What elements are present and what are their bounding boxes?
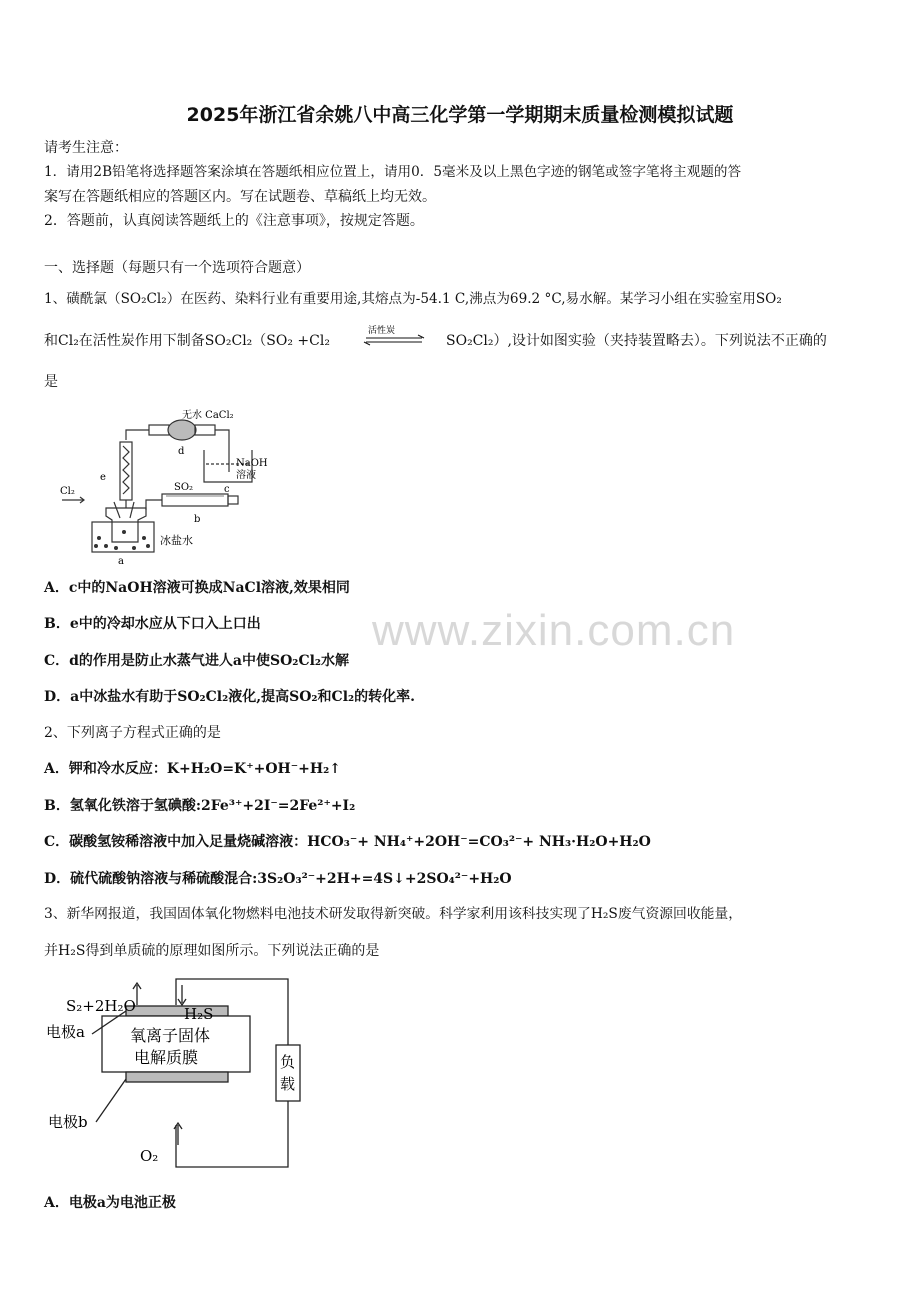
- notice-item-2: 2．答题前，认真阅读答题纸上的《注意事项》，按规定答题。: [44, 213, 424, 229]
- q1-stem-line1: 1、磺酰氯（SO₂Cl₂）在医药、染料行业有重要用途,其熔点为-54.1 C,沸点为69.2 °C,易水解。某学习小组在实验室用SO₂: [44, 291, 782, 307]
- q2-option-d: D．硫代硫酸钠溶液与稀硫酸混合:3S₂O₃²⁻+2H+=4S↓+2SO₄²⁻+H₂O: [44, 871, 512, 887]
- label-b: b: [194, 514, 201, 525]
- notice-item-1a: 1．请用2B铅笔将选择题答案涂填在答题纸相应位置上，请用0．5毫米及以上黑色字迹的钢笔或签字笔将主观题的答: [44, 164, 742, 180]
- q1-option-c: C．d的作用是防止水蒸气进人a中使SO₂Cl₂水解: [44, 653, 350, 669]
- label-membrane-2: 电解质膜: [134, 1048, 199, 1067]
- label-cl2: Cl₂: [60, 486, 75, 497]
- apparatus-diagram: [54, 400, 294, 570]
- reversible-arrow: [362, 323, 442, 353]
- label-d: d: [178, 446, 185, 457]
- q2-option-b: B．氢氧化铁溶于氢碘酸:2Fe³⁺+2I⁻=2Fe²⁺+I₂: [44, 798, 356, 814]
- notice-item-1b: 案写在答题纸相应的答题区内。写在试题卷、草稿纸上均无效。: [44, 189, 436, 205]
- q2-option-a: A．钾和冷水反应：K+H₂O=K⁺+OH⁻+H₂↑: [44, 761, 341, 777]
- label-membrane-1: 氧离子固体: [130, 1026, 211, 1045]
- label-h2s: H₂S: [184, 1005, 214, 1023]
- label-o2: O₂: [140, 1147, 159, 1165]
- q1-stem-line2a: 和Cl₂在活性炭作用下制备SO₂Cl₂（SO₂ +Cl₂: [44, 333, 330, 349]
- label-naoh: NaOH: [236, 458, 268, 469]
- label-e: e: [100, 472, 106, 483]
- label-c: c: [224, 484, 230, 495]
- q3-option-a: A．电极a为电池正极: [44, 1195, 176, 1211]
- q1-option-b: B．e中的冷却水应从下口入上口出: [44, 616, 261, 632]
- q3-stem-line2: 并H₂S得到单质硫的原理如图所示。下列说法正确的是: [44, 943, 380, 959]
- fuel-cell-diagram: [44, 975, 314, 1175]
- q1-option-d: D．a中冰盐水有助于SO₂Cl₂液化,提高SO₂和Cl₂的转化率.: [44, 689, 416, 705]
- label-solution: 溶液: [236, 470, 256, 481]
- q1-stem-line3: 是: [44, 374, 58, 390]
- q3-stem-line1: 3、新华网报道，我国固体氧化物燃料电池技术研发取得新突破。科学家利用该科技实现了H₂S废气资源回收能量，: [44, 906, 743, 922]
- label-s2-2h2o: S₂+2H₂O: [66, 997, 136, 1015]
- label-load-1: 负: [280, 1053, 296, 1071]
- label-ice: 冰盐水: [160, 534, 193, 547]
- q1-option-a: A．c中的NaOH溶液可换成NaCl溶液,效果相同: [44, 580, 350, 596]
- label-cacl2: 无水 CaCl₂: [182, 410, 234, 421]
- label-so2: SO₂: [174, 482, 194, 493]
- q2-stem: 2、下列离子方程式正确的是: [44, 725, 221, 741]
- label-electrode-a: 电极a: [46, 1023, 85, 1041]
- q1-stem-line2b: SO₂Cl₂）,设计如图实验（夹持装置略去）。下列说法不正确的: [446, 333, 827, 349]
- section-heading: 一、选择题（每题只有一个选项符合题意）: [44, 260, 310, 276]
- label-a: a: [118, 556, 124, 567]
- q2-option-c: C．碳酸氢铵稀溶液中加入足量烧碱溶液：HCO₃⁻+ NH₄⁺+2OH⁻=CO₃²⁻+ NH₃·H₂O+H₂O: [44, 834, 651, 850]
- label-load-2: 载: [280, 1075, 296, 1093]
- label-electrode-b: 电极b: [48, 1113, 88, 1131]
- catalyst-label: 活性炭: [368, 326, 396, 336]
- notice-heading: 请考生注意：: [44, 140, 128, 156]
- page-title: 2025年浙江省余姚八中高三化学第一学期期末质量检测模拟试题: [186, 104, 734, 126]
- watermark: www.zixin.com.cn: [372, 606, 736, 655]
